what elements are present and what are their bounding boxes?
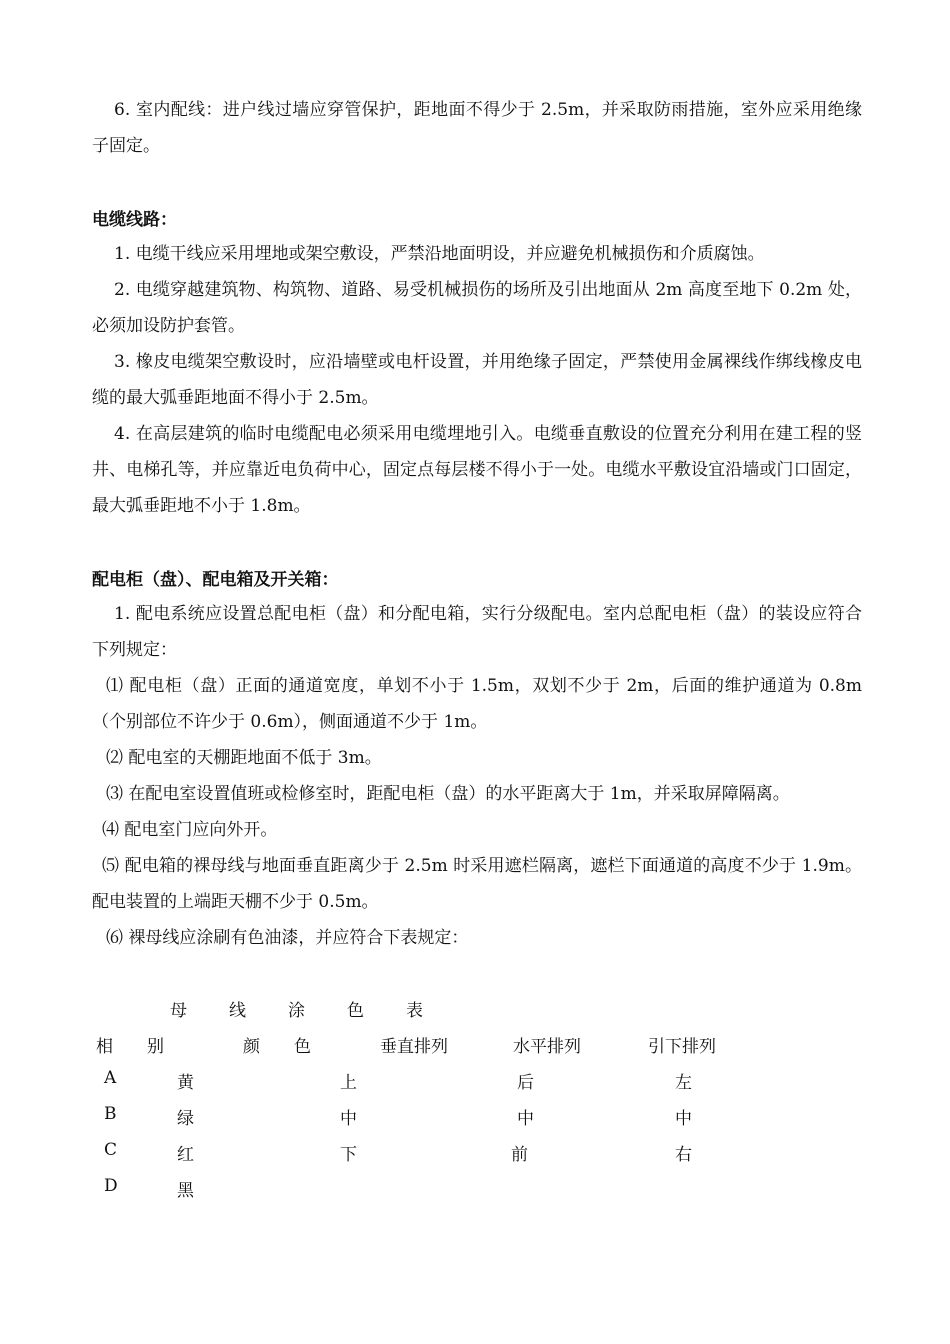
cabinet-rule-4: ⑷ 配电室门应向外开。 bbox=[102, 820, 278, 840]
table-title-char: 表 bbox=[406, 1001, 423, 1021]
table-cell-color: 绿 bbox=[177, 1109, 194, 1129]
table-cell-down: 左 bbox=[675, 1073, 692, 1093]
table-title-char: 线 bbox=[229, 1001, 246, 1021]
table-title bbox=[170, 996, 465, 1021]
table-cell-down: 右 bbox=[675, 1145, 692, 1165]
table-cell-phase: D bbox=[104, 1176, 118, 1196]
table-cell-down: 中 bbox=[675, 1109, 692, 1129]
table-title-char: 色 bbox=[347, 1001, 364, 1021]
table-cell-phase: A bbox=[104, 1068, 117, 1088]
header-horizontal: 水平排列 bbox=[513, 1037, 581, 1057]
cable-item-2: 2. 电缆穿越建筑物、构筑物、道路、易受机械损伤的场所及引出地面从 2m 高度至地下 0.2m 处，必须加设防护套管。 bbox=[92, 280, 862, 336]
header-vertical: 垂直排列 bbox=[380, 1037, 448, 1057]
cable-item-4: 4. 在高层建筑的临时电缆配电必须采用电缆埋地引入。电缆垂直敷设的位置充分利用在建工程的竖井、电梯孔等，并应靠近电负荷中心，固定点每层楼不得小于一处。电缆水平敷设宜沿墙或门口固定，最大弧垂距地不小于 1.8m。 bbox=[92, 424, 862, 516]
header-phase: 相 别 bbox=[96, 1037, 164, 1057]
table-cell-phase: C bbox=[104, 1140, 118, 1160]
table-cell-vertical: 中 bbox=[340, 1109, 357, 1129]
cable-item-3: 3. 橡皮电缆架空敷设时，应沿墙壁或电杆设置，并用绝缘子固定，严禁使用金属裸线作绑线橡皮电缆的最大弧垂距地面不得小于 2.5m。 bbox=[92, 352, 862, 408]
table-cell-vertical: 上 bbox=[340, 1073, 357, 1093]
table-cell-horizontal: 后 bbox=[517, 1073, 534, 1093]
table-title-char: 涂 bbox=[288, 1001, 305, 1021]
heading-cable-lines: 电缆线路： bbox=[92, 210, 177, 230]
paragraph-indoor-wiring: 6. 室内配线：进户线过墙应穿管保护，距地面不得少于 2.5m，并采取防雨措施，室外应采用绝缘子固定。 bbox=[92, 100, 862, 156]
cabinet-rule-6: ⑹ 裸母线应涂刷有色油漆，并应符合下表规定： bbox=[106, 928, 469, 948]
table-cell-vertical: 下 bbox=[340, 1145, 357, 1165]
table-cell-color: 黑 bbox=[177, 1181, 194, 1201]
table-cell-phase: B bbox=[104, 1104, 117, 1124]
table-title-char: 母 bbox=[170, 1001, 187, 1021]
cabinet-intro: 1. 配电系统应设置总配电柜（盘）和分配电箱，实行分级配电。室内总配电柜（盘）的装设应符合下列规定： bbox=[92, 604, 862, 660]
heading-distribution-cabinet: 配电柜（盘）、配电箱及开关箱： bbox=[92, 570, 339, 590]
cabinet-rule-3: ⑶ 在配电室设置值班或检修室时，距配电柜（盘）的水平距离大于 1m，并采取屏障隔离。 bbox=[106, 784, 790, 804]
header-color: 颜 色 bbox=[243, 1037, 311, 1057]
cabinet-rule-1: ⑴ 配电柜（盘）正面的通道宽度，单划不小于 1.5m，双划不少于 2m，后面的维护通道为 0.8m（个别部位不许少于 0.6m），侧面通道不少于 1m。 bbox=[92, 676, 862, 732]
table-cell-horizontal: 前 bbox=[511, 1145, 528, 1165]
table-cell-color: 黄 bbox=[177, 1073, 194, 1093]
table-cell-color: 红 bbox=[177, 1145, 194, 1165]
header-down: 引下排列 bbox=[648, 1037, 716, 1057]
cable-item-1: 1. 电缆干线应采用埋地或架空敷设，严禁沿地面明设，并应避免机械损伤和介质腐蚀。 bbox=[114, 244, 765, 264]
cabinet-rule-5: ⑸ 配电箱的裸母线与地面垂直距离少于 2.5m 时采用遮栏隔离，遮栏下面通道的高度不少于 1.9m。配电装置的上端距天棚不少于 0.5m。 bbox=[92, 856, 862, 912]
table-cell-horizontal: 中 bbox=[517, 1109, 534, 1129]
cabinet-rule-2: ⑵ 配电室的天棚距地面不低于 3m。 bbox=[106, 748, 382, 768]
